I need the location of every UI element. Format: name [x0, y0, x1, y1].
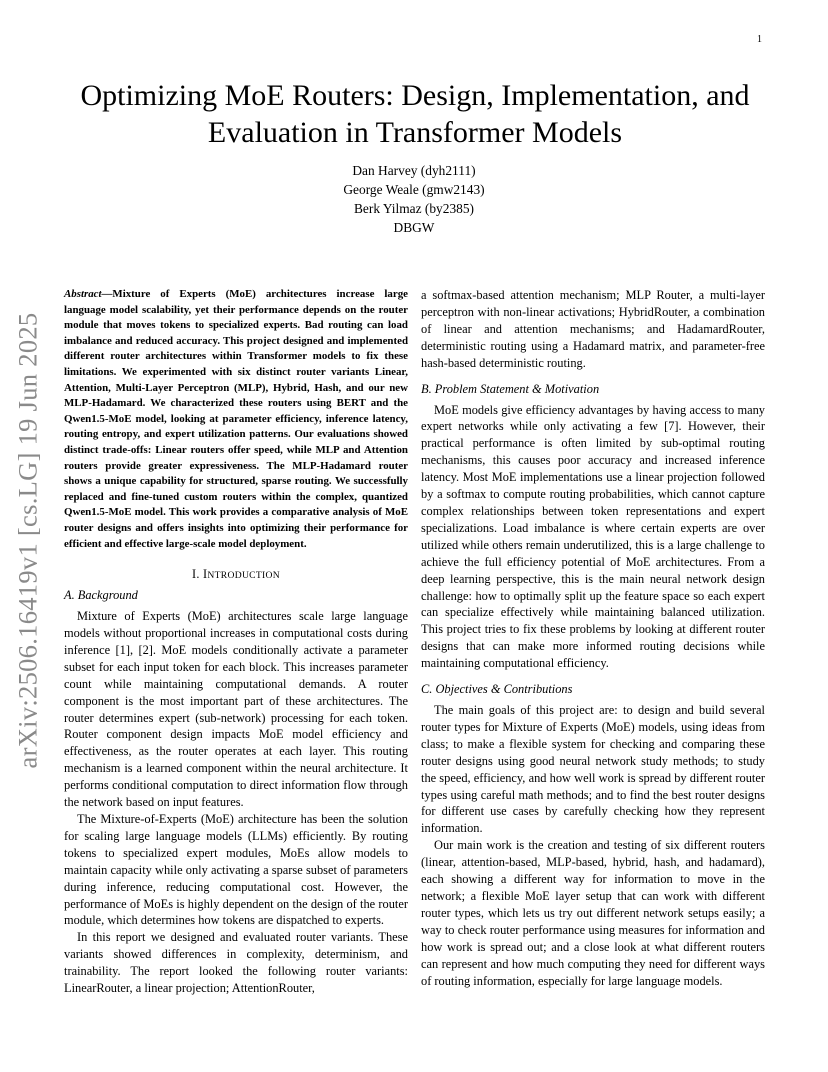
author-name: Dan Harvey (dyh2111): [352, 163, 476, 178]
paragraph-continuation: a softmax-based attention mechanism; MLP Router, a multi-layer perceptron with non-linear activations; HybridRouter, a combination of linear and attention mechanisms; and HadamardRouter, deterministic routing using a Hadamard matrix, and parameter-free hash-based deterministic routing.: [421, 288, 765, 370]
right-column: [421, 287, 765, 989]
author-name: Berk Yilmaz (by2385): [354, 201, 474, 216]
subsection-heading-background: A. Background: [64, 588, 138, 603]
author-block: [214, 161, 614, 237]
abstract: [64, 287, 408, 552]
paragraph: Our main work is the creation and testing of six different routers (linear, attention-based, MLP-based, hybrid, hash, and hadamard), each showing a different way for information to move in the network; a flexible MoE layer setup that can work with different router types, which lets us try out different network setups easily; a way to check router performance using measures for information and how work is spread out; and a close look at what different routers can represent and how much computing they need for different ways of routing information, especially for large language models.: [421, 838, 765, 988]
paragraph: The Mixture-of-Experts (MoE) architecture has been the solution for scaling large language models (LLMs) efficiently. By routing tokens to specialized expert modules, MoEs allow models to maintain capacity while only activating a sparse subset of parameters during inference, reducing computational cost. However, the performance of MoEs is highly dependent on the design of the router module, which determines how tokens are dispatched to experts.: [64, 811, 408, 928]
paragraph: MoE models give efficiency advantages by having access to many expert networks while only activating a few [7]. However, their practical performance is often limited by sub-optimal routing mechanisms, this causes poor accuracy and increased inference latency. Most MoE implementations use a linear projection followed by a softmax to compute routing probabilities, which cannot capture complex relationships between token representations and expert specializations. Load imbalance is where certain experts are over utilized while others remain underutilized, this is a large challenge to achieve the full efficiency potential of MoE architectures. From a deep learning perspective, this is the main neural network design challenge: how to optimally split up the feature space so each expert can specialize effectively while maintaining balanced utilization. This project tries to fix these problems by looking at different router designs that can make more informed routing decisions while maintaining computational efficiency.: [421, 402, 765, 671]
subsection-heading-problem-statement: B. Problem Statement & Motivation: [421, 381, 600, 396]
abstract-label: Abstract: [64, 288, 102, 300]
arxiv-identifier: [8, 300, 48, 780]
abstract-text: —Mixture of Experts (MoE) architectures increase large language model scalability, yet their performance depends on the router module that moves tokens to specialized experts. Bad routing can load imbalance and reduced accuracy. This project designed and implemented different router architectures within Transformer models to fix these limitations. We experimented with six distinct router variants Linear, Attention, Multi-Layer Perceptron (MLP), Hybrid, Hash, and our new MLP-Hadamard. We characterized these routers using BERT and the Qwen1.5-MoE model, looking at parameter efficiency, inference latency, routing entropy, and expert utilization patterns. Our evaluations showed distinct trade-offs: Linear routers offer speed, while MLP and Attention routers provide greater expressiveness. The MLP-Hadamard router shows a unique capability for structured, sparse routing. We successfully replaced and fine-tuned custom routers within the complex, quantized Qwen1.5-MoE model. This work provides a comparative analysis of MoE router designs and offers insights into optimizing their performance for efficient and effective large-scale model deployment.: [64, 288, 408, 550]
left-column: [64, 287, 408, 997]
arxiv-identifier-text: arXiv:2506.16419v1 [cs.LG] 19 Jun 2025: [12, 312, 43, 768]
paper-title: Optimizing MoE Routers: Design, Implementation, and Evaluation in Transformer Models: [80, 79, 750, 149]
paragraph: The main goals of this project are: to design and build several router types for Mixture of Experts (MoE) models, using ideas from class; to make a flexible system for checking and comparing these router designs using good neural network study methods; to study the speed, efficiency, and how well work is spread by different router types using careful math methods; and to find the best router designs for different use cases by carefully checking how they represent information.: [421, 703, 765, 836]
section-heading-introduction: I. INTRODUCTION: [191, 567, 280, 582]
author-name: George Weale (gmw2143): [343, 182, 485, 197]
author-affiliation: DBGW: [393, 220, 435, 235]
page-number: 1: [757, 34, 762, 45]
paragraph: In this report we designed and evaluated router variants. These variants showed differences in complexity, determinism, and trainability. The report looked the following router variants: LinearRouter, a linear projection; AttentionRouter,: [64, 930, 408, 996]
paragraph: Mixture of Experts (MoE) architectures scale large language models without proportional increases in computational costs during inference [1], [2]. MoE models conditionally activate a parameter subset for each input token for each block. This increases parameter count while maintaining computational demands. A router component is the most important part of these architectures. The router determines expert (sub-network) processing for each token. Router component design impacts MoE model efficiency and effectiveness, as the router operates at each layer. This routing mechanism is a learned component within the neural architecture. It performs conditional computation to direct information flow through the network based on input features.: [64, 609, 408, 810]
subsection-heading-objectives: C. Objectives & Contributions: [421, 682, 573, 697]
